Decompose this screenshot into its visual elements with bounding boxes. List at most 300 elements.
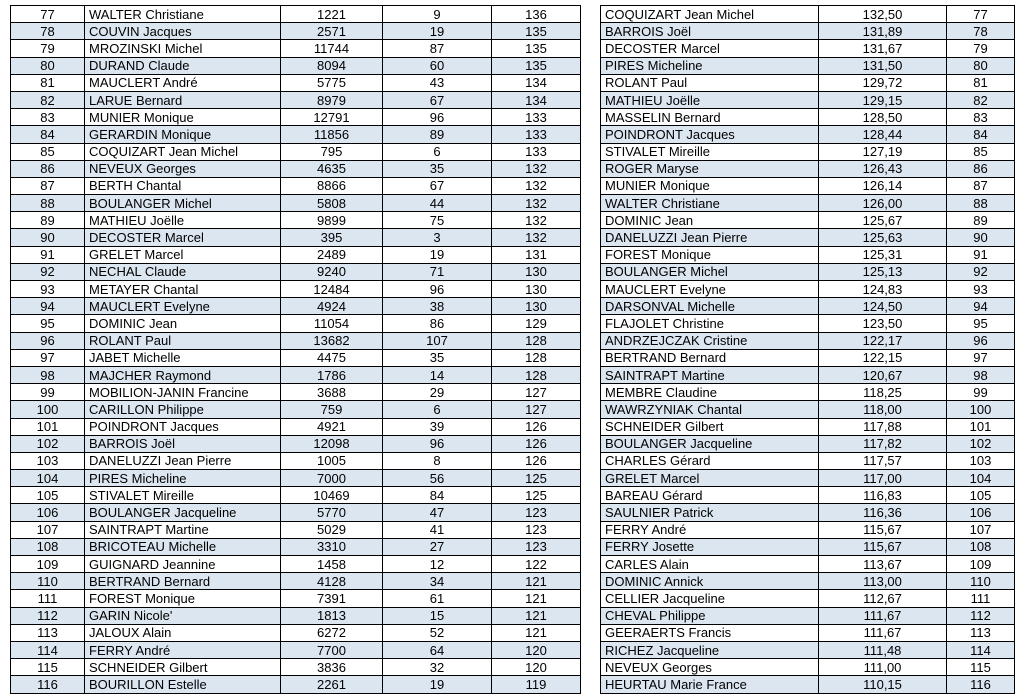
rank-cell: 109 <box>11 556 85 573</box>
table-row <box>11 6 581 23</box>
points-cell: 12484 <box>281 281 383 298</box>
score-cell: 113,67 <box>819 556 947 573</box>
table-row <box>601 74 1015 91</box>
rank-cell: 96 <box>947 332 1015 349</box>
rank-cell: 80 <box>947 57 1015 74</box>
name-cell: COQUIZART Jean Michel <box>85 143 281 160</box>
rank-cell: 107 <box>947 521 1015 538</box>
score-cell: 115,67 <box>819 521 947 538</box>
score-cell: 131,67 <box>819 40 947 57</box>
count-cell: 9 <box>383 6 492 23</box>
points-cell: 4635 <box>281 160 383 177</box>
table-row <box>601 177 1015 194</box>
table-row <box>601 126 1015 143</box>
table-row <box>601 418 1015 435</box>
average-cell: 121 <box>492 607 581 624</box>
table-row <box>11 590 581 607</box>
name-cell: FOREST Monique <box>85 590 281 607</box>
score-cell: 124,83 <box>819 281 947 298</box>
name-cell: BOULANGER Michel <box>85 195 281 212</box>
rank-cell: 109 <box>947 556 1015 573</box>
name-cell: MATHIEU Joëlle <box>85 212 281 229</box>
average-cell: 131 <box>492 246 581 263</box>
score-cell: 116,83 <box>819 487 947 504</box>
table-row <box>601 504 1015 521</box>
rank-cell: 103 <box>947 452 1015 469</box>
rank-cell: 100 <box>11 401 85 418</box>
rank-cell: 111 <box>947 590 1015 607</box>
name-cell: FLAJOLET Christine <box>601 315 819 332</box>
average-cell: 126 <box>492 435 581 452</box>
average-cell: 122 <box>492 556 581 573</box>
rank-cell: 77 <box>947 6 1015 23</box>
count-cell: 39 <box>383 418 492 435</box>
name-cell: JABET Michelle <box>85 349 281 366</box>
points-cell: 6272 <box>281 624 383 641</box>
points-cell: 1786 <box>281 366 383 383</box>
rank-cell: 86 <box>11 160 85 177</box>
points-cell: 795 <box>281 143 383 160</box>
points-cell: 1221 <box>281 6 383 23</box>
name-cell: BOULANGER Jacqueline <box>85 504 281 521</box>
table-row <box>11 246 581 263</box>
score-cell: 122,17 <box>819 332 947 349</box>
points-cell: 8979 <box>281 91 383 108</box>
points-cell: 7391 <box>281 590 383 607</box>
table-row <box>601 676 1015 693</box>
rank-cell: 113 <box>11 624 85 641</box>
table-row <box>11 23 581 40</box>
table-row <box>601 556 1015 573</box>
rank-cell: 101 <box>947 418 1015 435</box>
name-cell: GRELET Marcel <box>601 470 819 487</box>
points-cell: 4921 <box>281 418 383 435</box>
points-cell: 8094 <box>281 57 383 74</box>
name-cell: NECHAL Claude <box>85 263 281 280</box>
rank-cell: 90 <box>11 229 85 246</box>
table-row <box>601 573 1015 590</box>
score-cell: 122,15 <box>819 349 947 366</box>
table-row <box>11 281 581 298</box>
table-row <box>601 109 1015 126</box>
table-row <box>11 109 581 126</box>
points-cell: 1813 <box>281 607 383 624</box>
name-cell: MROZINSKI Michel <box>85 40 281 57</box>
score-cell: 110,15 <box>819 676 947 693</box>
rank-cell: 95 <box>947 315 1015 332</box>
score-cell: 125,63 <box>819 229 947 246</box>
table-row <box>11 384 581 401</box>
table-row <box>601 143 1015 160</box>
name-cell: HEURTAU Marie France <box>601 676 819 693</box>
count-cell: 12 <box>383 556 492 573</box>
rank-cell: 79 <box>947 40 1015 57</box>
name-cell: BRICOTEAU Michelle <box>85 538 281 555</box>
rank-cell: 107 <box>11 521 85 538</box>
rank-cell: 110 <box>11 573 85 590</box>
name-cell: POINDRONT Jacques <box>85 418 281 435</box>
table-row <box>11 143 581 160</box>
points-cell: 10469 <box>281 487 383 504</box>
rank-cell: 95 <box>11 315 85 332</box>
score-cell: 120,67 <box>819 366 947 383</box>
average-cell: 133 <box>492 126 581 143</box>
table-row <box>11 177 581 194</box>
name-cell: SCHNEIDER Gilbert <box>601 418 819 435</box>
rank-cell: 92 <box>947 263 1015 280</box>
count-cell: 6 <box>383 401 492 418</box>
name-cell: LARUE Bernard <box>85 91 281 108</box>
table-row <box>601 624 1015 641</box>
average-cell: 125 <box>492 487 581 504</box>
name-cell: CARLES Alain <box>601 556 819 573</box>
count-cell: 56 <box>383 470 492 487</box>
name-cell: COUVIN Jacques <box>85 23 281 40</box>
name-cell: MATHIEU Joëlle <box>601 91 819 108</box>
table-row <box>601 487 1015 504</box>
rank-cell: 82 <box>11 91 85 108</box>
rank-cell: 101 <box>11 418 85 435</box>
score-cell: 112,67 <box>819 590 947 607</box>
rank-cell: 105 <box>11 487 85 504</box>
count-cell: 61 <box>383 590 492 607</box>
table-row <box>11 91 581 108</box>
table-row <box>11 57 581 74</box>
table-row <box>601 298 1015 315</box>
name-cell: DECOSTER Marcel <box>601 40 819 57</box>
average-cell: 127 <box>492 401 581 418</box>
table-row <box>11 418 581 435</box>
name-cell: BARROIS Joël <box>601 23 819 40</box>
average-cell: 126 <box>492 418 581 435</box>
table-row <box>11 470 581 487</box>
table-row <box>11 641 581 658</box>
name-cell: FOREST Monique <box>601 246 819 263</box>
name-cell: POINDRONT Jacques <box>601 126 819 143</box>
points-cell: 3688 <box>281 384 383 401</box>
table-row <box>601 160 1015 177</box>
rank-cell: 90 <box>947 229 1015 246</box>
name-cell: GARIN Nicole' <box>85 607 281 624</box>
count-cell: 38 <box>383 298 492 315</box>
rank-cell: 78 <box>11 23 85 40</box>
table-row <box>601 349 1015 366</box>
average-cell: 123 <box>492 504 581 521</box>
name-cell: SAINTRAPT Martine <box>85 521 281 538</box>
score-cell: 111,48 <box>819 641 947 658</box>
name-cell: MAUCLERT Evelyne <box>601 281 819 298</box>
rank-cell: 87 <box>11 177 85 194</box>
rank-cell: 93 <box>947 281 1015 298</box>
name-cell: BERTRAND Bernard <box>601 349 819 366</box>
score-cell: 131,50 <box>819 57 947 74</box>
table-row <box>11 401 581 418</box>
name-cell: BERTRAND Bernard <box>85 573 281 590</box>
table-row <box>601 401 1015 418</box>
name-cell: BOURILLON Estelle <box>85 676 281 693</box>
count-cell: 44 <box>383 195 492 212</box>
name-cell: MOBILION-JANIN Francine <box>85 384 281 401</box>
name-cell: MAJCHER Raymond <box>85 366 281 383</box>
name-cell: GRELET Marcel <box>85 246 281 263</box>
points-cell: 11744 <box>281 40 383 57</box>
table-row <box>11 212 581 229</box>
rank-cell: 104 <box>11 470 85 487</box>
table-row <box>601 212 1015 229</box>
name-cell: MEMBRE Claudine <box>601 384 819 401</box>
rank-cell: 81 <box>11 74 85 91</box>
rank-cell: 84 <box>11 126 85 143</box>
average-cell: 129 <box>492 315 581 332</box>
count-cell: 41 <box>383 521 492 538</box>
average-cell: 128 <box>492 366 581 383</box>
name-cell: CARILLON Philippe <box>85 401 281 418</box>
name-cell: DURAND Claude <box>85 57 281 74</box>
points-cell: 12791 <box>281 109 383 126</box>
average-cell: 121 <box>492 590 581 607</box>
name-cell: SCHNEIDER Gilbert <box>85 659 281 676</box>
rank-cell: 88 <box>947 195 1015 212</box>
count-cell: 27 <box>383 538 492 555</box>
count-cell: 29 <box>383 384 492 401</box>
count-cell: 34 <box>383 573 492 590</box>
table-row <box>601 384 1015 401</box>
score-cell: 124,50 <box>819 298 947 315</box>
points-cell: 5770 <box>281 504 383 521</box>
table-row <box>11 504 581 521</box>
count-cell: 67 <box>383 177 492 194</box>
table-row <box>11 195 581 212</box>
rank-cell: 92 <box>11 263 85 280</box>
rank-cell: 91 <box>11 246 85 263</box>
score-cell: 113,00 <box>819 573 947 590</box>
name-cell: MUNIER Monique <box>601 177 819 194</box>
table-row <box>11 315 581 332</box>
points-cell: 13682 <box>281 332 383 349</box>
rank-cell: 112 <box>947 607 1015 624</box>
name-cell: FERRY André <box>85 641 281 658</box>
average-cell: 127 <box>492 384 581 401</box>
table-row <box>11 624 581 641</box>
name-cell: ANDRZEJCZAK Cristine <box>601 332 819 349</box>
table-row <box>11 332 581 349</box>
table-row <box>601 229 1015 246</box>
rank-cell: 116 <box>11 676 85 693</box>
average-cell: 132 <box>492 160 581 177</box>
score-cell: 126,14 <box>819 177 947 194</box>
table-row <box>601 57 1015 74</box>
table-row <box>11 229 581 246</box>
points-cell: 395 <box>281 229 383 246</box>
count-cell: 89 <box>383 126 492 143</box>
table-row <box>601 435 1015 452</box>
average-cell: 133 <box>492 143 581 160</box>
rank-cell: 108 <box>11 538 85 555</box>
points-cell: 5808 <box>281 195 383 212</box>
name-cell: MUNIER Monique <box>85 109 281 126</box>
table-row <box>601 452 1015 469</box>
rank-cell: 99 <box>11 384 85 401</box>
rank-cell: 112 <box>11 607 85 624</box>
points-cell: 4128 <box>281 573 383 590</box>
rank-cell: 82 <box>947 91 1015 108</box>
count-cell: 71 <box>383 263 492 280</box>
points-cell: 4475 <box>281 349 383 366</box>
table-row <box>601 470 1015 487</box>
score-cell: 129,15 <box>819 91 947 108</box>
right-table-body <box>601 6 1015 694</box>
name-cell: FERRY André <box>601 521 819 538</box>
name-cell: WALTER Christiane <box>601 195 819 212</box>
score-cell: 116,36 <box>819 504 947 521</box>
average-cell: 135 <box>492 23 581 40</box>
table-row <box>11 676 581 693</box>
name-cell: BERTH Chantal <box>85 177 281 194</box>
rank-cell: 87 <box>947 177 1015 194</box>
points-cell: 8866 <box>281 177 383 194</box>
count-cell: 19 <box>383 23 492 40</box>
score-cell: 129,72 <box>819 74 947 91</box>
average-cell: 128 <box>492 349 581 366</box>
name-cell: DOMINIC Jean <box>85 315 281 332</box>
average-cell: 134 <box>492 91 581 108</box>
name-cell: DANELUZZI Jean Pierre <box>601 229 819 246</box>
table-row <box>11 573 581 590</box>
table-row <box>11 435 581 452</box>
average-cell: 133 <box>492 109 581 126</box>
table-row <box>11 366 581 383</box>
table-row <box>11 556 581 573</box>
table-row <box>601 659 1015 676</box>
rank-cell: 114 <box>11 641 85 658</box>
rank-cell: 99 <box>947 384 1015 401</box>
count-cell: 6 <box>383 143 492 160</box>
average-cell: 132 <box>492 229 581 246</box>
table-row <box>601 590 1015 607</box>
left-table-body <box>11 6 581 694</box>
count-cell: 64 <box>383 641 492 658</box>
name-cell: STIVALET Mireille <box>85 487 281 504</box>
name-cell: CHEVAL Philippe <box>601 607 819 624</box>
points-cell: 1458 <box>281 556 383 573</box>
count-cell: 15 <box>383 607 492 624</box>
points-cell: 2261 <box>281 676 383 693</box>
score-cell: 117,00 <box>819 470 947 487</box>
name-cell: RICHEZ Jacqueline <box>601 641 819 658</box>
count-cell: 67 <box>383 91 492 108</box>
rank-cell: 85 <box>947 143 1015 160</box>
rank-cell: 100 <box>947 401 1015 418</box>
count-cell: 47 <box>383 504 492 521</box>
score-cell: 128,50 <box>819 109 947 126</box>
rank-cell: 102 <box>11 435 85 452</box>
points-cell: 3836 <box>281 659 383 676</box>
points-cell: 5775 <box>281 74 383 91</box>
rank-cell: 103 <box>11 452 85 469</box>
points-cell: 5029 <box>281 521 383 538</box>
count-cell: 60 <box>383 57 492 74</box>
score-cell: 117,57 <box>819 452 947 469</box>
rank-cell: 116 <box>947 676 1015 693</box>
count-cell: 96 <box>383 281 492 298</box>
count-cell: 107 <box>383 332 492 349</box>
name-cell: FERRY Josette <box>601 538 819 555</box>
name-cell: DECOSTER Marcel <box>85 229 281 246</box>
name-cell: DOMINIC Jean <box>601 212 819 229</box>
table-row <box>11 126 581 143</box>
table-row <box>11 452 581 469</box>
points-cell: 11856 <box>281 126 383 143</box>
rank-cell: 115 <box>947 659 1015 676</box>
average-cell: 134 <box>492 74 581 91</box>
average-cell: 123 <box>492 521 581 538</box>
rank-cell: 89 <box>947 212 1015 229</box>
table-row <box>11 160 581 177</box>
score-cell: 132,50 <box>819 6 947 23</box>
points-cell: 9899 <box>281 212 383 229</box>
table-row <box>601 366 1015 383</box>
table-row <box>11 349 581 366</box>
count-cell: 87 <box>383 40 492 57</box>
count-cell: 86 <box>383 315 492 332</box>
table-row <box>11 298 581 315</box>
name-cell: BOULANGER Michel <box>601 263 819 280</box>
name-cell: DARSONVAL Michelle <box>601 298 819 315</box>
rank-cell: 89 <box>11 212 85 229</box>
rank-cell: 91 <box>947 246 1015 263</box>
points-cell: 2571 <box>281 23 383 40</box>
score-cell: 131,89 <box>819 23 947 40</box>
count-cell: 3 <box>383 229 492 246</box>
rank-cell: 102 <box>947 435 1015 452</box>
score-cell: 115,67 <box>819 538 947 555</box>
rank-cell: 79 <box>11 40 85 57</box>
name-cell: MAUCLERT Evelyne <box>85 298 281 315</box>
score-cell: 118,25 <box>819 384 947 401</box>
rank-cell: 84 <box>947 126 1015 143</box>
table-row <box>11 607 581 624</box>
name-cell: ROGER Maryse <box>601 160 819 177</box>
table-row <box>11 263 581 280</box>
rank-cell: 115 <box>11 659 85 676</box>
table-row <box>601 246 1015 263</box>
points-cell: 7000 <box>281 470 383 487</box>
average-cell: 132 <box>492 212 581 229</box>
average-cell: 130 <box>492 263 581 280</box>
average-cell: 136 <box>492 6 581 23</box>
points-cell: 9240 <box>281 263 383 280</box>
points-cell: 11054 <box>281 315 383 332</box>
score-cell: 111,67 <box>819 607 947 624</box>
rank-cell: 108 <box>947 538 1015 555</box>
rank-cell: 77 <box>11 6 85 23</box>
rank-cell: 85 <box>11 143 85 160</box>
count-cell: 32 <box>383 659 492 676</box>
average-cell: 123 <box>492 538 581 555</box>
score-cell: 125,13 <box>819 263 947 280</box>
rank-cell: 106 <box>947 504 1015 521</box>
score-cell: 111,67 <box>819 624 947 641</box>
table-row <box>601 91 1015 108</box>
score-cell: 127,19 <box>819 143 947 160</box>
name-cell: JALOUX Alain <box>85 624 281 641</box>
average-cell: 126 <box>492 452 581 469</box>
name-cell: WAWRZYNIAK Chantal <box>601 401 819 418</box>
count-cell: 96 <box>383 435 492 452</box>
rank-cell: 83 <box>947 109 1015 126</box>
score-cell: 128,44 <box>819 126 947 143</box>
rank-cell: 98 <box>947 366 1015 383</box>
